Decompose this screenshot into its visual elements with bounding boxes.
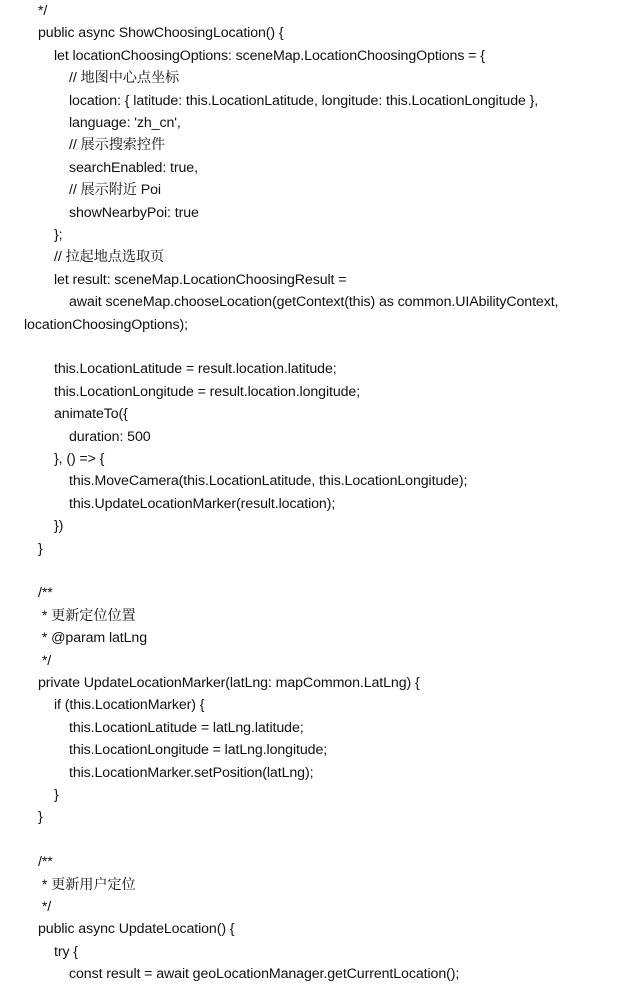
code-line: let locationChoosingOptions: sceneMap.LocationChoosingOptions = { (54, 47, 485, 64)
code-line: */ (38, 899, 52, 915)
code-line: if (this.LocationMarker) { (54, 697, 205, 714)
code-line: this.LocationLatitude = result.location.latitude; (54, 361, 337, 378)
code-line: } (54, 787, 59, 803)
code-line: }, () => { (54, 451, 105, 467)
code-line: this.LocationLatitude = latLng.latitude; (69, 719, 304, 736)
code-line: /** (38, 854, 53, 871)
code-line: this.LocationLongitude = latLng.longitude; (69, 742, 328, 759)
code-line: duration: 500 (69, 428, 151, 445)
code-line: // 拉起地点选取页 (54, 249, 165, 266)
code-line: }; (54, 227, 63, 243)
code-line: // 地图中心点坐标 (69, 70, 180, 87)
code-line: * 更新用户定位 (38, 876, 136, 893)
code-line: searchEnabled: true, (69, 159, 198, 176)
code-line: this.UpdateLocationMarker(result.location); (69, 495, 336, 512)
code-line: await sceneMap.chooseLocation(getContext(this) as common.UIAbilityContext, (69, 294, 559, 311)
code-line: this.LocationMarker.setPosition(latLng); (69, 764, 314, 781)
code-line: /** (38, 585, 53, 602)
code-line: }) (54, 518, 64, 535)
code-line: this.MoveCamera(this.LocationLatitude, this.LocationLongitude); (69, 473, 468, 490)
code-line: */ (38, 652, 52, 669)
code-line: } (38, 809, 43, 826)
code-line: private UpdateLocationMarker(latLng: mapCommon.LatLng) { (38, 675, 420, 691)
code-line: * @param latLng (38, 630, 148, 647)
code-line: public async ShowChoosingLocation() { (38, 25, 284, 42)
code-line: animateTo({ (54, 406, 128, 423)
code-line: * 更新定位位置 (38, 607, 136, 624)
code-line: language: 'zh_cn', (69, 115, 181, 131)
code-line: try { (54, 943, 78, 960)
code-line: this.LocationLongitude = result.location.longitude; (54, 383, 361, 400)
code-line: */ (38, 3, 48, 19)
code-line: location: { latitude: this.LocationLatitude, longitude: this.LocationLongitude }, (69, 92, 539, 109)
code-line: let result: sceneMap.LocationChoosingResult = (54, 271, 347, 288)
code-line: // 展示搜索控件 (69, 137, 166, 154)
code-line: const result = await geoLocationManager.getCurrentLocation(); (69, 966, 460, 983)
code-line: // 展示附近 Poi (69, 182, 161, 199)
code-line: showNearbyPoi: true (69, 204, 199, 221)
code-line: locationChoosingOptions); (24, 316, 188, 333)
code-line: public async UpdateLocation() { (38, 921, 235, 938)
code-line: } (38, 540, 43, 557)
